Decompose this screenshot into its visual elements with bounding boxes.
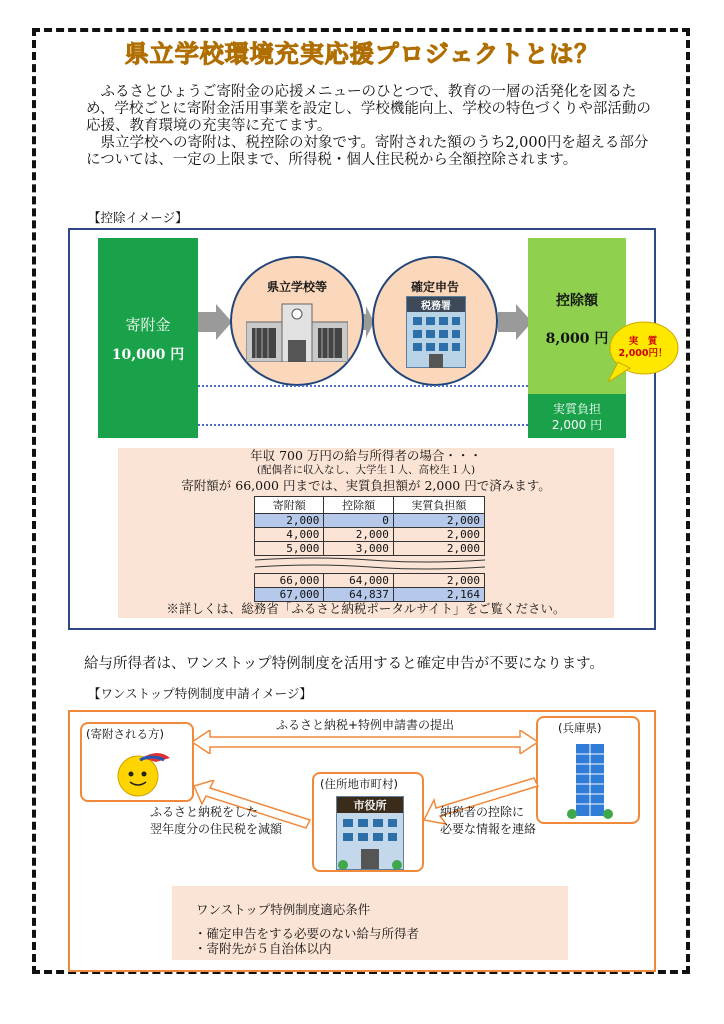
table-cell: 2,000 <box>324 528 393 542</box>
table-cell: 64,000 <box>324 574 393 588</box>
conditions-title: ワンストップ特例制度適応条件 <box>196 902 371 917</box>
onestop-image-label: 【ワンストップ特例制度申請イメージ】 <box>88 686 312 701</box>
table-cell: 67,000 <box>255 588 324 602</box>
table-cell: 2,000 <box>393 542 484 556</box>
city-hall-sign: 市役所 <box>337 797 403 813</box>
table-cell: 3,000 <box>324 542 393 556</box>
table-header: 寄附額 <box>255 497 324 514</box>
table-cell: 2,164 <box>393 588 484 602</box>
example-note: ※詳しくは、総務省「ふるさと納税ポータルサイト」をご覧ください。 <box>166 601 566 616</box>
table-header: 実質負担額 <box>393 497 484 514</box>
table-cell: 2,000 <box>393 574 484 588</box>
donor-box <box>80 722 194 802</box>
table-row <box>255 514 485 528</box>
arrow-right-icon <box>198 304 232 340</box>
bubble-line1: 実 質 <box>628 336 658 347</box>
municipality-label: (住所地市町村) <box>320 777 398 791</box>
example-text <box>118 448 614 493</box>
windows-icon <box>407 312 465 368</box>
example-line2: (配偶者に収入なし、大学生１人、高校生１人) <box>256 464 476 476</box>
burden-line2: 2,000 円 <box>551 418 603 432</box>
table-header-row <box>255 497 485 514</box>
right-text-line2: 必要な情報を連絡 <box>440 822 537 836</box>
table-cell: 4,000 <box>255 528 324 542</box>
school-circle-label: 県立学校等 <box>266 280 327 294</box>
left-text-line1: ふるさと納税をした <box>150 805 259 819</box>
omission-wave-icon <box>255 556 485 570</box>
conditions-list <box>194 926 419 956</box>
intro-paragraph-2: 県立学校への寄附は、税控除の対象です。寄附された額のうち2,000円を超える部分については、一定の上限まで、所得税・個人住民税から全額控除されます。 <box>86 135 649 168</box>
arrow-right-icon <box>498 304 532 340</box>
left-description <box>150 804 282 838</box>
intro-paragraph-1: ふるさとひょうご寄附金の応援メニューのひとつで、教育の一層の活発化を図るため、学校ごとに寄附金活用事業を設定し、学校機能向上、学校の特色づくりや部活動の応援、教育環境の充実等に充てます。 <box>86 84 651 134</box>
table-cell: 2,000 <box>255 514 324 528</box>
tax-circle-label: 確定申告 <box>410 280 459 294</box>
table-row <box>255 574 485 588</box>
example-line1: 年収 700 万円の給与所得者の場合・・・ <box>250 448 482 463</box>
page-title: 県立学校環境充実応援プロジェクトとは？ <box>124 40 600 68</box>
actual-burden-box <box>528 394 626 438</box>
deduction-label: 控除額 <box>556 293 598 309</box>
school-building-icon <box>246 296 348 362</box>
guide-line <box>198 385 528 387</box>
table-cell: 64,837 <box>324 588 393 602</box>
conditions-panel <box>172 886 568 960</box>
prefectural-office-icon <box>566 740 614 822</box>
donation-label: 寄附金 <box>125 316 171 334</box>
table-gap-row <box>255 556 485 574</box>
double-arrow-icon <box>192 730 538 754</box>
tax-return-circle <box>372 256 498 386</box>
tax-office-sign: 税務署 <box>407 297 465 312</box>
example-line3: 寄附額が 66,000 円までは、実質負担額が 2,000 円で済みます。 <box>181 478 551 493</box>
table-cell: 66,000 <box>255 574 324 588</box>
arrow-top-text: ふるさと納税+特例申請書の提出 <box>275 718 455 732</box>
prefecture-box <box>536 716 640 824</box>
deduction-amount: 8,000 円 <box>545 331 609 347</box>
table-cell: 5,000 <box>255 542 324 556</box>
tax-office-building-icon <box>406 296 466 368</box>
right-description <box>440 804 536 838</box>
table-cell: 2,000 <box>393 514 484 528</box>
intro-text <box>86 84 660 169</box>
bubble-text <box>610 336 676 360</box>
table-row <box>255 528 485 542</box>
municipality-box <box>312 772 424 872</box>
burden-line1: 実質負担 <box>552 402 601 416</box>
school-circle <box>230 256 364 386</box>
table-cell: 0 <box>324 514 393 528</box>
city-hall-icon <box>336 796 404 870</box>
donation-box <box>98 238 198 438</box>
left-text-line2: 翌年度分の住民税を減額 <box>150 822 283 836</box>
windows-icon <box>337 813 403 869</box>
deduction-image-label: 【控除イメージ】 <box>88 210 188 225</box>
smiley-character-icon <box>112 748 172 798</box>
donor-label: (寄附される方) <box>86 727 164 741</box>
bubble-line2: 2,000円！ <box>618 348 668 359</box>
condition-item: ・寄附先が５自治体以内 <box>194 941 332 956</box>
donation-amount: 10,000 円 <box>111 347 185 363</box>
deduction-table <box>254 496 485 602</box>
table-row <box>255 542 485 556</box>
table-cell: 2,000 <box>393 528 484 542</box>
condition-item: ・確定申告をする必要のない給与所得者 <box>194 926 420 941</box>
table-header: 控除額 <box>324 497 393 514</box>
guide-line <box>198 424 528 426</box>
right-text-line1: 納税者の控除に <box>440 805 525 819</box>
onestop-sentence: 給与所得者は、ワンストップ特例制度を活用すると確定申告が不要になります。 <box>84 656 604 672</box>
prefecture-label: (兵庫県) <box>558 721 602 735</box>
